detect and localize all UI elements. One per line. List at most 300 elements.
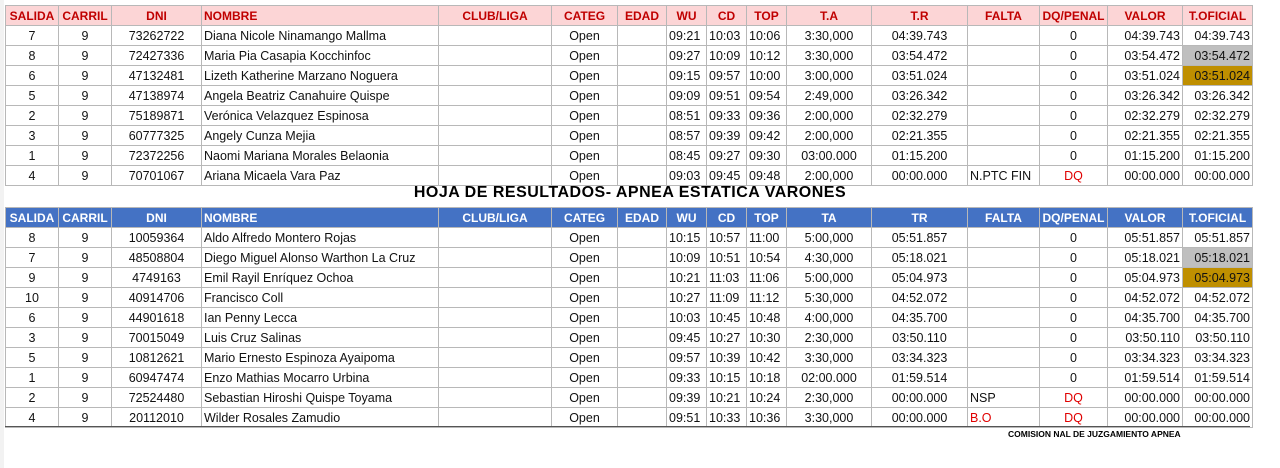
cell-falta[interactable] xyxy=(968,328,1040,348)
cell-dq-penal[interactable]: 0 xyxy=(1040,146,1108,166)
cell-edad[interactable] xyxy=(618,348,667,368)
cell-carril[interactable]: 9 xyxy=(59,308,112,328)
header-salida[interactable]: SALIDA xyxy=(6,208,59,228)
cell-nombre[interactable]: Aldo Alfredo Montero Rojas xyxy=(202,228,439,248)
cell-falta[interactable]: B.O xyxy=(968,408,1040,428)
cell-falta[interactable] xyxy=(968,86,1040,106)
cell-cd[interactable]: 09:45 xyxy=(707,166,747,186)
cell-t-oficial[interactable]: 02:21.355 xyxy=(1183,126,1253,146)
cell-nombre[interactable]: Angela Beatriz Canahuire Quispe xyxy=(202,86,439,106)
cell-dni[interactable]: 72524480 xyxy=(112,388,202,408)
cell-cd[interactable]: 10:51 xyxy=(707,248,747,268)
cell-nombre[interactable]: Angely Cunza Mejia xyxy=(202,126,439,146)
cell-cd[interactable]: 09:27 xyxy=(707,146,747,166)
cell-club[interactable] xyxy=(439,26,552,46)
cell-club[interactable] xyxy=(439,268,552,288)
cell-nombre[interactable]: Mario Ernesto Espinoza Ayaipoma xyxy=(202,348,439,368)
cell-edad[interactable] xyxy=(618,106,667,126)
cell-falta[interactable] xyxy=(968,308,1040,328)
cell-tr[interactable]: 04:39.743 xyxy=(872,26,968,46)
cell-club[interactable] xyxy=(439,66,552,86)
cell-wu[interactable]: 10:15 xyxy=(667,228,707,248)
cell-t-oficial[interactable]: 00:00.000 xyxy=(1183,408,1253,428)
cell-edad[interactable] xyxy=(618,288,667,308)
cell-carril[interactable]: 9 xyxy=(59,126,112,146)
header-t-oficial[interactable]: T.OFICIAL xyxy=(1183,208,1253,228)
cell-tr[interactable]: 05:18.021 xyxy=(872,248,968,268)
cell-ta[interactable]: 02:00.000 xyxy=(787,368,872,388)
cell-club[interactable] xyxy=(439,248,552,268)
cell-carril[interactable]: 9 xyxy=(59,228,112,248)
cell-tr[interactable]: 03:34.323 xyxy=(872,348,968,368)
cell-tr[interactable]: 03:54.472 xyxy=(872,46,968,66)
cell-top[interactable]: 10:36 xyxy=(747,408,787,428)
cell-edad[interactable] xyxy=(618,166,667,186)
cell-valor[interactable]: 03:26.342 xyxy=(1108,86,1183,106)
cell-cd[interactable]: 09:39 xyxy=(707,126,747,146)
cell-top[interactable]: 11:12 xyxy=(747,288,787,308)
cell-salida[interactable]: 5 xyxy=(6,86,59,106)
cell-salida[interactable]: 6 xyxy=(6,66,59,86)
cell-t-oficial[interactable]: 04:35.700 xyxy=(1183,308,1253,328)
cell-dni[interactable]: 60947474 xyxy=(112,368,202,388)
header-carril[interactable]: CARRIL xyxy=(59,208,112,228)
cell-falta[interactable] xyxy=(968,268,1040,288)
cell-dni[interactable]: 48508804 xyxy=(112,248,202,268)
cell-dni[interactable]: 70015049 xyxy=(112,328,202,348)
cell-nombre[interactable]: Enzo Mathias Mocarro Urbina xyxy=(202,368,439,388)
header-nombre[interactable]: NOMBRE xyxy=(202,208,439,228)
cell-ta[interactable]: 4:30,000 xyxy=(787,248,872,268)
cell-falta[interactable] xyxy=(968,46,1040,66)
cell-ta[interactable]: 5:00,000 xyxy=(787,268,872,288)
cell-dq-penal[interactable]: 0 xyxy=(1040,348,1108,368)
cell-carril[interactable]: 9 xyxy=(59,26,112,46)
cell-dni[interactable]: 20112010 xyxy=(112,408,202,428)
cell-club[interactable] xyxy=(439,328,552,348)
cell-carril[interactable]: 9 xyxy=(59,408,112,428)
cell-club[interactable] xyxy=(439,126,552,146)
cell-salida[interactable]: 9 xyxy=(6,268,59,288)
cell-ta[interactable]: 3:30,000 xyxy=(787,408,872,428)
cell-top[interactable]: 10:24 xyxy=(747,388,787,408)
header-edad[interactable]: EDAD xyxy=(618,6,667,26)
cell-nombre[interactable]: Luis Cruz Salinas xyxy=(202,328,439,348)
cell-carril[interactable]: 9 xyxy=(59,288,112,308)
cell-valor[interactable]: 04:35.700 xyxy=(1108,308,1183,328)
cell-t-oficial[interactable]: 00:00.000 xyxy=(1183,388,1253,408)
cell-ta[interactable]: 2:49,000 xyxy=(787,86,872,106)
cell-carril[interactable]: 9 xyxy=(59,46,112,66)
cell-edad[interactable] xyxy=(618,248,667,268)
cell-top[interactable]: 11:00 xyxy=(747,228,787,248)
cell-salida[interactable]: 5 xyxy=(6,348,59,368)
cell-top[interactable]: 10:48 xyxy=(747,308,787,328)
cell-cd[interactable]: 10:03 xyxy=(707,26,747,46)
header-wu[interactable]: WU xyxy=(667,6,707,26)
cell-t-oficial[interactable]: 05:04.973 xyxy=(1183,268,1253,288)
cell-ta[interactable]: 2:00,000 xyxy=(787,126,872,146)
cell-carril[interactable]: 9 xyxy=(59,268,112,288)
cell-falta[interactable] xyxy=(968,288,1040,308)
cell-dq-penal[interactable]: 0 xyxy=(1040,228,1108,248)
cell-carril[interactable]: 9 xyxy=(59,86,112,106)
cell-edad[interactable] xyxy=(618,146,667,166)
cell-carril[interactable]: 9 xyxy=(59,146,112,166)
cell-cd[interactable]: 10:39 xyxy=(707,348,747,368)
cell-club[interactable] xyxy=(439,106,552,126)
cell-top[interactable]: 10:06 xyxy=(747,26,787,46)
cell-salida[interactable]: 7 xyxy=(6,248,59,268)
cell-top[interactable]: 09:30 xyxy=(747,146,787,166)
cell-dq-penal[interactable]: 0 xyxy=(1040,46,1108,66)
cell-t-oficial[interactable]: 01:15.200 xyxy=(1183,146,1253,166)
cell-nombre[interactable]: Lizeth Katherine Marzano Noguera xyxy=(202,66,439,86)
cell-wu[interactable]: 09:03 xyxy=(667,166,707,186)
header-valor[interactable]: VALOR xyxy=(1108,6,1183,26)
cell-club[interactable] xyxy=(439,166,552,186)
cell-valor[interactable]: 05:04.973 xyxy=(1108,268,1183,288)
header-dni[interactable]: DNI xyxy=(112,208,202,228)
cell-valor[interactable]: 03:34.323 xyxy=(1108,348,1183,368)
cell-valor[interactable]: 03:54.472 xyxy=(1108,46,1183,66)
cell-cd[interactable]: 10:33 xyxy=(707,408,747,428)
cell-categ[interactable]: Open xyxy=(552,268,618,288)
cell-salida[interactable]: 10 xyxy=(6,288,59,308)
cell-dni[interactable]: 47138974 xyxy=(112,86,202,106)
cell-nombre[interactable]: Naomi Mariana Morales Belaonia xyxy=(202,146,439,166)
cell-wu[interactable]: 09:33 xyxy=(667,368,707,388)
cell-t-oficial[interactable]: 05:51.857 xyxy=(1183,228,1253,248)
cell-t-oficial[interactable]: 03:54.472 xyxy=(1183,46,1253,66)
cell-tr[interactable]: 04:35.700 xyxy=(872,308,968,328)
cell-carril[interactable]: 9 xyxy=(59,66,112,86)
cell-dni[interactable]: 40914706 xyxy=(112,288,202,308)
cell-categ[interactable]: Open xyxy=(552,328,618,348)
cell-dq-penal[interactable]: 0 xyxy=(1040,66,1108,86)
cell-salida[interactable]: 2 xyxy=(6,106,59,126)
cell-categ[interactable]: Open xyxy=(552,26,618,46)
cell-dni[interactable]: 10059364 xyxy=(112,228,202,248)
cell-falta[interactable] xyxy=(968,348,1040,368)
cell-top[interactable]: 10:12 xyxy=(747,46,787,66)
cell-edad[interactable] xyxy=(618,308,667,328)
header-tr[interactable]: TR xyxy=(872,208,968,228)
cell-nombre[interactable]: Diego Miguel Alonso Warthon La Cruz xyxy=(202,248,439,268)
header-top[interactable]: TOP xyxy=(747,6,787,26)
cell-valor[interactable]: 05:18.021 xyxy=(1108,248,1183,268)
cell-ta[interactable]: 4:00,000 xyxy=(787,308,872,328)
cell-tr[interactable]: 02:32.279 xyxy=(872,106,968,126)
cell-salida[interactable]: 4 xyxy=(6,408,59,428)
cell-categ[interactable]: Open xyxy=(552,368,618,388)
cell-wu[interactable]: 10:09 xyxy=(667,248,707,268)
cell-club[interactable] xyxy=(439,388,552,408)
cell-edad[interactable] xyxy=(618,46,667,66)
cell-categ[interactable]: Open xyxy=(552,288,618,308)
cell-wu[interactable]: 09:21 xyxy=(667,26,707,46)
cell-nombre[interactable]: Sebastian Hiroshi Quispe Toyama xyxy=(202,388,439,408)
cell-wu[interactable]: 08:51 xyxy=(667,106,707,126)
cell-top[interactable]: 09:36 xyxy=(747,106,787,126)
cell-dni[interactable]: 4749163 xyxy=(112,268,202,288)
cell-t-oficial[interactable]: 01:59.514 xyxy=(1183,368,1253,388)
header-cd[interactable]: CD xyxy=(707,208,747,228)
header-nombre[interactable]: NOMBRE xyxy=(202,6,439,26)
header-t-oficial[interactable]: T.OFICIAL xyxy=(1183,6,1253,26)
cell-top[interactable]: 10:54 xyxy=(747,248,787,268)
cell-salida[interactable]: 2 xyxy=(6,388,59,408)
cell-dq-penal[interactable]: 0 xyxy=(1040,248,1108,268)
cell-valor[interactable]: 05:51.857 xyxy=(1108,228,1183,248)
header-categ[interactable]: CATEG xyxy=(552,208,618,228)
cell-wu[interactable]: 10:27 xyxy=(667,288,707,308)
cell-carril[interactable]: 9 xyxy=(59,348,112,368)
cell-dni[interactable]: 73262722 xyxy=(112,26,202,46)
cell-club[interactable] xyxy=(439,86,552,106)
cell-salida[interactable]: 6 xyxy=(6,308,59,328)
cell-club[interactable] xyxy=(439,146,552,166)
cell-wu[interactable]: 09:09 xyxy=(667,86,707,106)
header-valor[interactable]: VALOR xyxy=(1108,208,1183,228)
cell-nombre[interactable]: Verónica Velazquez Espinosa xyxy=(202,106,439,126)
cell-falta[interactable] xyxy=(968,368,1040,388)
cell-falta[interactable] xyxy=(968,146,1040,166)
cell-dq-penal[interactable]: 0 xyxy=(1040,268,1108,288)
cell-tr[interactable]: 04:52.072 xyxy=(872,288,968,308)
cell-salida[interactable]: 7 xyxy=(6,26,59,46)
cell-carril[interactable]: 9 xyxy=(59,248,112,268)
cell-cd[interactable]: 10:57 xyxy=(707,228,747,248)
cell-dq-penal[interactable]: DQ xyxy=(1040,166,1108,186)
cell-categ[interactable]: Open xyxy=(552,146,618,166)
cell-tr[interactable]: 05:51.857 xyxy=(872,228,968,248)
cell-valor[interactable]: 04:39.743 xyxy=(1108,26,1183,46)
cell-falta[interactable]: N.PTC FIN xyxy=(968,166,1040,186)
cell-categ[interactable]: Open xyxy=(552,66,618,86)
cell-falta[interactable] xyxy=(968,66,1040,86)
cell-tr[interactable]: 01:59.514 xyxy=(872,368,968,388)
cell-edad[interactable] xyxy=(618,268,667,288)
cell-cd[interactable]: 09:33 xyxy=(707,106,747,126)
cell-t-oficial[interactable]: 05:18.021 xyxy=(1183,248,1253,268)
cell-dq-penal[interactable]: 0 xyxy=(1040,86,1108,106)
cell-categ[interactable]: Open xyxy=(552,86,618,106)
cell-nombre[interactable]: Ian Penny Lecca xyxy=(202,308,439,328)
cell-salida[interactable]: 4 xyxy=(6,166,59,186)
cell-cd[interactable]: 10:45 xyxy=(707,308,747,328)
cell-club[interactable] xyxy=(439,368,552,388)
cell-salida[interactable]: 3 xyxy=(6,126,59,146)
cell-categ[interactable]: Open xyxy=(552,348,618,368)
cell-edad[interactable] xyxy=(618,126,667,146)
cell-dq-penal[interactable]: 0 xyxy=(1040,308,1108,328)
header-club[interactable]: CLUB/LIGA xyxy=(439,208,552,228)
cell-valor[interactable]: 02:21.355 xyxy=(1108,126,1183,146)
cell-categ[interactable]: Open xyxy=(552,166,618,186)
header-salida[interactable]: SALIDA xyxy=(6,6,59,26)
cell-tr[interactable]: 03:26.342 xyxy=(872,86,968,106)
cell-categ[interactable]: Open xyxy=(552,46,618,66)
cell-wu[interactable]: 08:45 xyxy=(667,146,707,166)
cell-categ[interactable]: Open xyxy=(552,228,618,248)
cell-top[interactable]: 10:30 xyxy=(747,328,787,348)
header-ta[interactable]: T.A xyxy=(787,6,872,26)
cell-dq-penal[interactable]: 0 xyxy=(1040,126,1108,146)
header-cd[interactable]: CD xyxy=(707,6,747,26)
cell-dni[interactable]: 72427336 xyxy=(112,46,202,66)
cell-ta[interactable]: 2:30,000 xyxy=(787,328,872,348)
cell-edad[interactable] xyxy=(618,368,667,388)
cell-falta[interactable] xyxy=(968,26,1040,46)
header-carril[interactable]: CARRIL xyxy=(59,6,112,26)
cell-nombre[interactable]: Maria Pia Casapia Kocchinfoc xyxy=(202,46,439,66)
cell-ta[interactable]: 2:00,000 xyxy=(787,166,872,186)
cell-valor[interactable]: 01:15.200 xyxy=(1108,146,1183,166)
cell-ta[interactable]: 5:30,000 xyxy=(787,288,872,308)
cell-dq-penal[interactable]: DQ xyxy=(1040,408,1108,428)
cell-club[interactable] xyxy=(439,348,552,368)
cell-wu[interactable]: 09:45 xyxy=(667,328,707,348)
cell-top[interactable]: 10:00 xyxy=(747,66,787,86)
cell-carril[interactable]: 9 xyxy=(59,368,112,388)
cell-t-oficial[interactable]: 03:51.024 xyxy=(1183,66,1253,86)
cell-wu[interactable]: 09:57 xyxy=(667,348,707,368)
cell-valor[interactable]: 04:52.072 xyxy=(1108,288,1183,308)
cell-t-oficial[interactable]: 03:34.323 xyxy=(1183,348,1253,368)
cell-tr[interactable]: 01:15.200 xyxy=(872,146,968,166)
cell-salida[interactable]: 1 xyxy=(6,146,59,166)
cell-nombre[interactable]: Ariana Micaela Vara Paz xyxy=(202,166,439,186)
cell-salida[interactable]: 8 xyxy=(6,228,59,248)
cell-cd[interactable]: 10:21 xyxy=(707,388,747,408)
header-falta[interactable]: FALTA xyxy=(968,208,1040,228)
cell-dq-penal[interactable]: 0 xyxy=(1040,106,1108,126)
cell-dq-penal[interactable]: DQ xyxy=(1040,388,1108,408)
cell-falta[interactable]: NSP xyxy=(968,388,1040,408)
cell-dni[interactable]: 72372256 xyxy=(112,146,202,166)
header-dq-penal[interactable]: DQ/PENAL xyxy=(1040,6,1108,26)
cell-wu[interactable]: 10:03 xyxy=(667,308,707,328)
cell-tr[interactable]: 02:21.355 xyxy=(872,126,968,146)
cell-valor[interactable]: 03:50.110 xyxy=(1108,328,1183,348)
header-club[interactable]: CLUB/LIGA xyxy=(439,6,552,26)
cell-top[interactable]: 09:42 xyxy=(747,126,787,146)
header-wu[interactable]: WU xyxy=(667,208,707,228)
cell-wu[interactable]: 08:57 xyxy=(667,126,707,146)
cell-top[interactable]: 09:54 xyxy=(747,86,787,106)
cell-carril[interactable]: 9 xyxy=(59,106,112,126)
cell-dq-penal[interactable]: 0 xyxy=(1040,26,1108,46)
cell-cd[interactable]: 09:51 xyxy=(707,86,747,106)
cell-carril[interactable]: 9 xyxy=(59,166,112,186)
cell-tr[interactable]: 03:51.024 xyxy=(872,66,968,86)
cell-club[interactable] xyxy=(439,228,552,248)
cell-nombre[interactable]: Francisco Coll xyxy=(202,288,439,308)
cell-edad[interactable] xyxy=(618,328,667,348)
cell-nombre[interactable]: Diana Nicole Ninamango Mallma xyxy=(202,26,439,46)
cell-carril[interactable]: 9 xyxy=(59,388,112,408)
cell-club[interactable] xyxy=(439,308,552,328)
cell-categ[interactable]: Open xyxy=(552,388,618,408)
cell-edad[interactable] xyxy=(618,26,667,46)
cell-dni[interactable]: 44901618 xyxy=(112,308,202,328)
cell-t-oficial[interactable]: 00:00.000 xyxy=(1183,166,1253,186)
cell-top[interactable]: 11:06 xyxy=(747,268,787,288)
cell-nombre[interactable]: Wilder Rosales Zamudio xyxy=(202,408,439,428)
cell-categ[interactable]: Open xyxy=(552,106,618,126)
cell-falta[interactable] xyxy=(968,126,1040,146)
cell-top[interactable]: 10:18 xyxy=(747,368,787,388)
cell-salida[interactable]: 3 xyxy=(6,328,59,348)
header-categ[interactable]: CATEG xyxy=(552,6,618,26)
cell-categ[interactable]: Open xyxy=(552,408,618,428)
cell-ta[interactable]: 03:00.000 xyxy=(787,146,872,166)
cell-tr[interactable]: 00:00.000 xyxy=(872,166,968,186)
cell-ta[interactable]: 3:00,000 xyxy=(787,66,872,86)
cell-wu[interactable]: 09:27 xyxy=(667,46,707,66)
cell-falta[interactable] xyxy=(968,228,1040,248)
cell-tr[interactable]: 00:00.000 xyxy=(872,388,968,408)
cell-ta[interactable]: 3:30,000 xyxy=(787,26,872,46)
cell-categ[interactable]: Open xyxy=(552,308,618,328)
header-top[interactable]: TOP xyxy=(747,208,787,228)
cell-dni[interactable]: 75189871 xyxy=(112,106,202,126)
cell-salida[interactable]: 1 xyxy=(6,368,59,388)
cell-valor[interactable]: 03:51.024 xyxy=(1108,66,1183,86)
cell-tr[interactable]: 05:04.973 xyxy=(872,268,968,288)
header-dni[interactable]: DNI xyxy=(112,6,202,26)
cell-cd[interactable]: 11:03 xyxy=(707,268,747,288)
cell-valor[interactable]: 02:32.279 xyxy=(1108,106,1183,126)
cell-club[interactable] xyxy=(439,46,552,66)
cell-club[interactable] xyxy=(439,288,552,308)
cell-wu[interactable]: 09:15 xyxy=(667,66,707,86)
cell-t-oficial[interactable]: 04:52.072 xyxy=(1183,288,1253,308)
cell-ta[interactable]: 2:00,000 xyxy=(787,106,872,126)
cell-ta[interactable]: 5:00,000 xyxy=(787,228,872,248)
cell-salida[interactable]: 8 xyxy=(6,46,59,66)
cell-edad[interactable] xyxy=(618,408,667,428)
cell-dni[interactable]: 10812621 xyxy=(112,348,202,368)
cell-ta[interactable]: 3:30,000 xyxy=(787,46,872,66)
cell-ta[interactable]: 2:30,000 xyxy=(787,388,872,408)
cell-ta[interactable]: 3:30,000 xyxy=(787,348,872,368)
cell-dq-penal[interactable]: 0 xyxy=(1040,368,1108,388)
cell-valor[interactable]: 00:00.000 xyxy=(1108,388,1183,408)
cell-nombre[interactable]: Emil Rayil Enríquez Ochoa xyxy=(202,268,439,288)
cell-cd[interactable]: 10:27 xyxy=(707,328,747,348)
cell-cd[interactable]: 09:57 xyxy=(707,66,747,86)
cell-categ[interactable]: Open xyxy=(552,126,618,146)
cell-dni[interactable]: 47132481 xyxy=(112,66,202,86)
cell-top[interactable]: 09:48 xyxy=(747,166,787,186)
header-ta[interactable]: TA xyxy=(787,208,872,228)
cell-dni[interactable]: 70701067 xyxy=(112,166,202,186)
cell-edad[interactable] xyxy=(618,228,667,248)
cell-wu[interactable]: 10:21 xyxy=(667,268,707,288)
cell-dq-penal[interactable]: 0 xyxy=(1040,288,1108,308)
cell-tr[interactable]: 03:50.110 xyxy=(872,328,968,348)
cell-edad[interactable] xyxy=(618,388,667,408)
cell-dq-penal[interactable]: 0 xyxy=(1040,328,1108,348)
cell-falta[interactable] xyxy=(968,248,1040,268)
cell-cd[interactable]: 10:09 xyxy=(707,46,747,66)
header-falta[interactable]: FALTA xyxy=(968,6,1040,26)
cell-tr[interactable]: 00:00.000 xyxy=(872,408,968,428)
cell-t-oficial[interactable]: 04:39.743 xyxy=(1183,26,1253,46)
cell-t-oficial[interactable]: 03:50.110 xyxy=(1183,328,1253,348)
